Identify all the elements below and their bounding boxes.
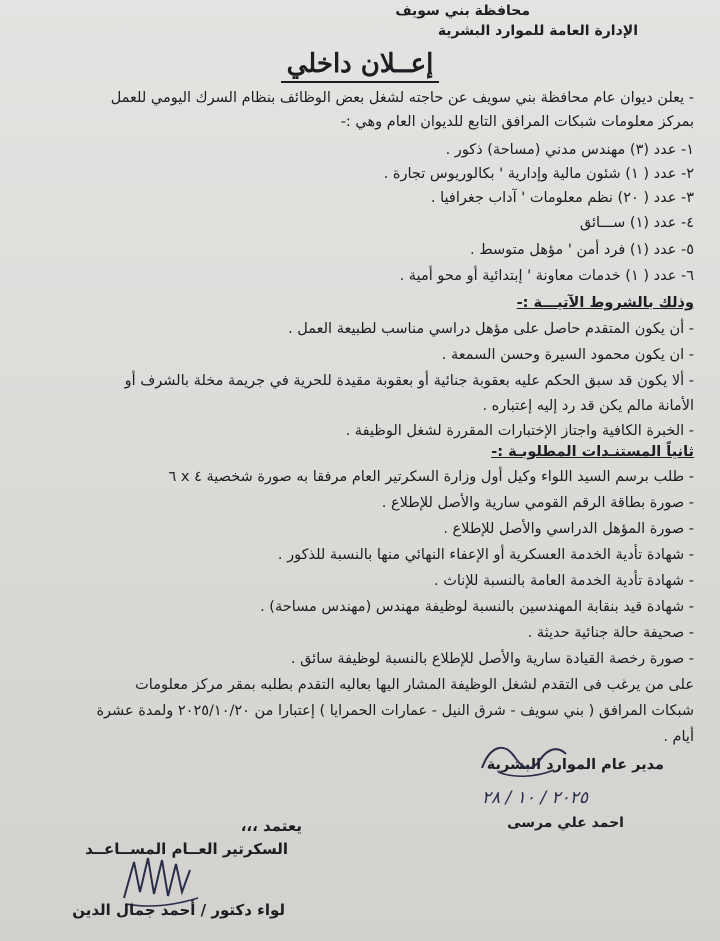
job-item-5: ٥- عدد (١) فرد أمن ' مؤهل متوسط .	[470, 242, 694, 258]
approval-title: السكرتير العــام المســاعــد	[85, 840, 288, 858]
document-item-7: - صحيفة حالة جنائية حديثة .	[527, 625, 694, 641]
job-item-2: ٢- عدد ( ١) شئون مالية وإدارية ' بكالوريوس تجارة .	[383, 166, 694, 182]
document-item-6: - شهادة قيد بنقابة المهندسين بالنسبة لوظيفة مهندس (مهندس مساحة) .	[260, 599, 694, 615]
job-item-3: ٣- عدد ( ٢٠) نظم معلومات ' آداب جغرافيا .	[430, 190, 694, 206]
intro-line-2: بمركز معلومات شبكات المرافق التابع للديوان العام وهي :-	[340, 114, 694, 130]
document-item-2: - صورة بطاقة الرقم القومي سارية والأصل للإطلاع .	[381, 495, 694, 511]
hr-manager-name: احمد علي مرسى	[507, 815, 624, 831]
closing-line-1: على من يرغب فى التقدم لشغل الوظيفة المشار اليها بعاليه التقدم بطلبه بمقر مركز معلومات	[135, 677, 694, 693]
job-item-4: ٤- عدد (١) ســـائق	[579, 215, 694, 231]
document-item-1: - طلب برسم السيد اللواء وكيل أول وزارة السكرتير العام مرفقا به صورة شخصية ٤ x ٦	[168, 469, 694, 485]
document-item-8: - صورة رخصة القيادة سارية والأصل للإطلاع بالنسبة لوظيفة سائق .	[290, 651, 694, 667]
job-item-1: ١- عدد (٣) مهندس مدني (مساحة) ذكور .	[445, 142, 694, 158]
condition-item-3: - ألا يكون قد سبق الحكم عليه بعقوبة جنائية أو بعقوبة مقيدة للحرية في جريمة مخلة بالشرف أو	[124, 373, 694, 389]
closing-line-2: شبكات المرافق ( بني سويف - شرق النيل - عمارات الحمرايا ) إعتبارا من ٢٠٢٥/١٠/٢٠ ولمدة عشرة	[96, 703, 694, 719]
closing-line-3: أيام .	[663, 729, 694, 745]
governorate-name: محافظة بني سويف	[395, 3, 530, 19]
condition-item-1: - أن يكون المتقدم حاصل على مؤهل دراسي مناسب لطبيعة العمل .	[288, 321, 694, 337]
handwritten-date: ٢٠٢٥ / ١٠ / ٢٨	[481, 788, 588, 808]
approval-label: يعتمد ،،،	[240, 817, 302, 835]
hr-manager-signature	[478, 738, 570, 784]
approval-name: لواء دكتور / أحمد جمال الدين	[72, 901, 285, 919]
department-name: الإدارة العامة للموارد البشرية	[437, 23, 638, 39]
document-item-5: - شهادة تأدية الخدمة العامة بالنسبة للإناث .	[434, 573, 694, 589]
condition-item-3-cont: الأمانة مالم يكن قد رد إليه إعتباره .	[482, 398, 694, 414]
condition-item-4: - الخبرة الكافية واجتاز الإختبارات المقررة لشغل الوظيفة .	[345, 423, 694, 439]
document-item-4: - شهادة تأدية الخدمة العسكرية أو الإعفاء النهائي منها بالنسبة للذكور .	[277, 547, 694, 563]
conditions-heading: وذلك بالشروط الآتيـــة :-	[516, 295, 694, 311]
documents-heading: ثانياً المستنـدات المطلوبـة :-	[491, 444, 694, 460]
intro-line-1: - يعلن ديوان عام محافظة بني سويف عن حاجته لشغل بعض الوظائف بنظام السرك اليومي للعمل	[110, 90, 694, 106]
condition-item-2: - ان يكون محمود السيرة وحسن السمعة .	[441, 347, 694, 363]
page-title: إعــلان داخلي	[0, 47, 720, 83]
hr-manager-title: مدير عام الموارد البشرية	[486, 757, 664, 773]
job-item-6: ٦- عدد ( ١) خدمات معاونة ' إبتدائية أو محو أمية .	[399, 268, 694, 284]
document-item-3: - صورة المؤهل الدراسي والأصل للإطلاع .	[443, 521, 694, 537]
